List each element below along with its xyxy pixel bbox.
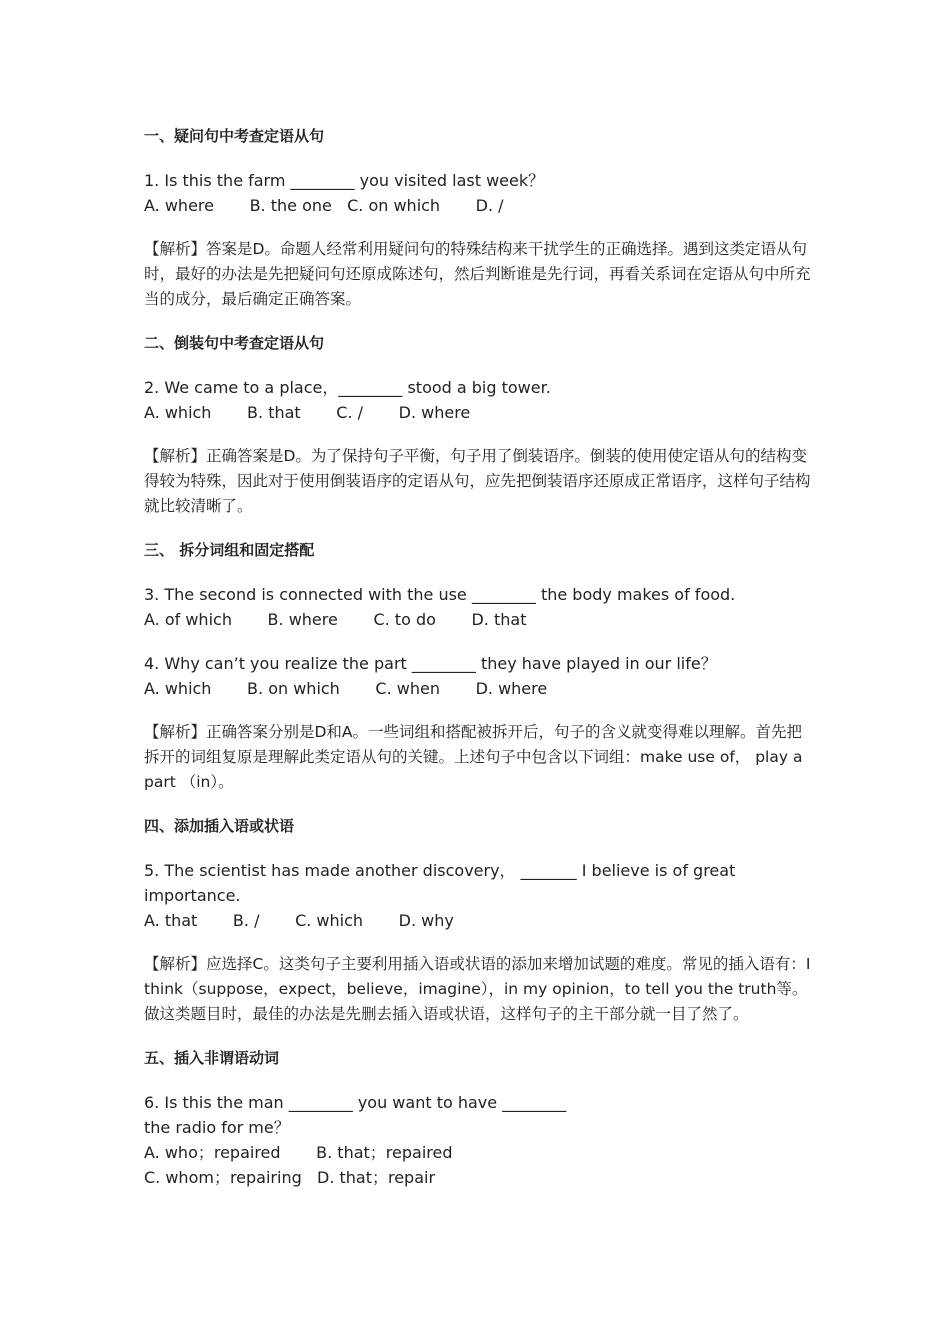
question-stem: 1. Is this the farm ________ you visited last week？ — [144, 171, 545, 190]
question-stem: 3. The second is connected with the use ________ the body makes of food. — [144, 585, 736, 604]
question — [144, 858, 814, 933]
question-stem: 2. We came to a place，________ stood a big tower. — [144, 378, 551, 397]
question — [144, 651, 814, 701]
question-stem-continued: the radio for me？ — [144, 1118, 290, 1137]
question-options: C. whom；repairing D. that；repair — [144, 1168, 436, 1187]
question — [144, 168, 814, 218]
question-stem: 4. Why can’t you realize the part ________ they have played in our life？ — [144, 654, 717, 673]
section-heading: 一、疑问句中考查定语从句 — [144, 127, 325, 145]
question-options: A. which B. on which C. when D. where — [144, 679, 548, 698]
analysis-paragraph: 【解析】正确答案是D。为了保持句子平衡，句子用了倒装语序。倒装的使用使定语从句的结构变得较为特殊，因此对于使用倒装语序的定语从句，应先把倒装语序还原成正常语序，这样句子结构就比较清晰了。 — [144, 447, 811, 515]
section-heading: 四、添加插入语或状语 — [144, 817, 295, 835]
question — [144, 1090, 814, 1190]
analysis-paragraph: 【解析】应选择C。这类句子主要利用插入语或状语的添加来增加试题的难度。常见的插入语有：I think（suppose，expect，believe，imagine），in my opinion，to tell you the truth等。做这类题目时，最佳的办法是先删去插入语或状语，这样句子的主干部分就一目了然了。 — [144, 955, 811, 1023]
question-stem: 5. The scientist has made another discovery， _______ I believe is of great importance. — [144, 861, 736, 905]
question-stem: 6. Is this the man ________ you want to have ________ — [144, 1093, 567, 1112]
analysis-paragraph: 【解析】正确答案分别是D和A。一些词组和搭配被拆开后，句子的含义就变得难以理解。首先把拆开的词组复原是理解此类定语从句的关键。上述句子中包含以下词组：make use of， play a part （in）。 — [144, 723, 803, 791]
question-options: A. of which B. where C. to do D. that — [144, 610, 527, 629]
question-options: A. that B. / C. which D. why — [144, 911, 454, 930]
section-heading: 五、插入非谓语动词 — [144, 1049, 280, 1067]
question — [144, 375, 814, 425]
question-options: A. who；repaired B. that；repaired — [144, 1143, 453, 1162]
document-page — [144, 124, 814, 1209]
section-heading: 三、 拆分词组和固定搭配 — [144, 541, 315, 559]
analysis-paragraph: 【解析】答案是D。命题人经常利用疑问句的特殊结构来干扰学生的正确选择。遇到这类定语从句时，最好的办法是先把疑问句还原成陈述句，然后判断谁是先行词，再看关系词在定语从句中所充当的成分，最后确定正确答案。 — [144, 240, 811, 308]
section-heading: 二、倒装句中考查定语从句 — [144, 334, 325, 352]
question-options: A. where B. the one C. on which D. / — [144, 196, 504, 215]
question-options: A. which B. that C. / D. where — [144, 403, 471, 422]
question — [144, 582, 814, 632]
